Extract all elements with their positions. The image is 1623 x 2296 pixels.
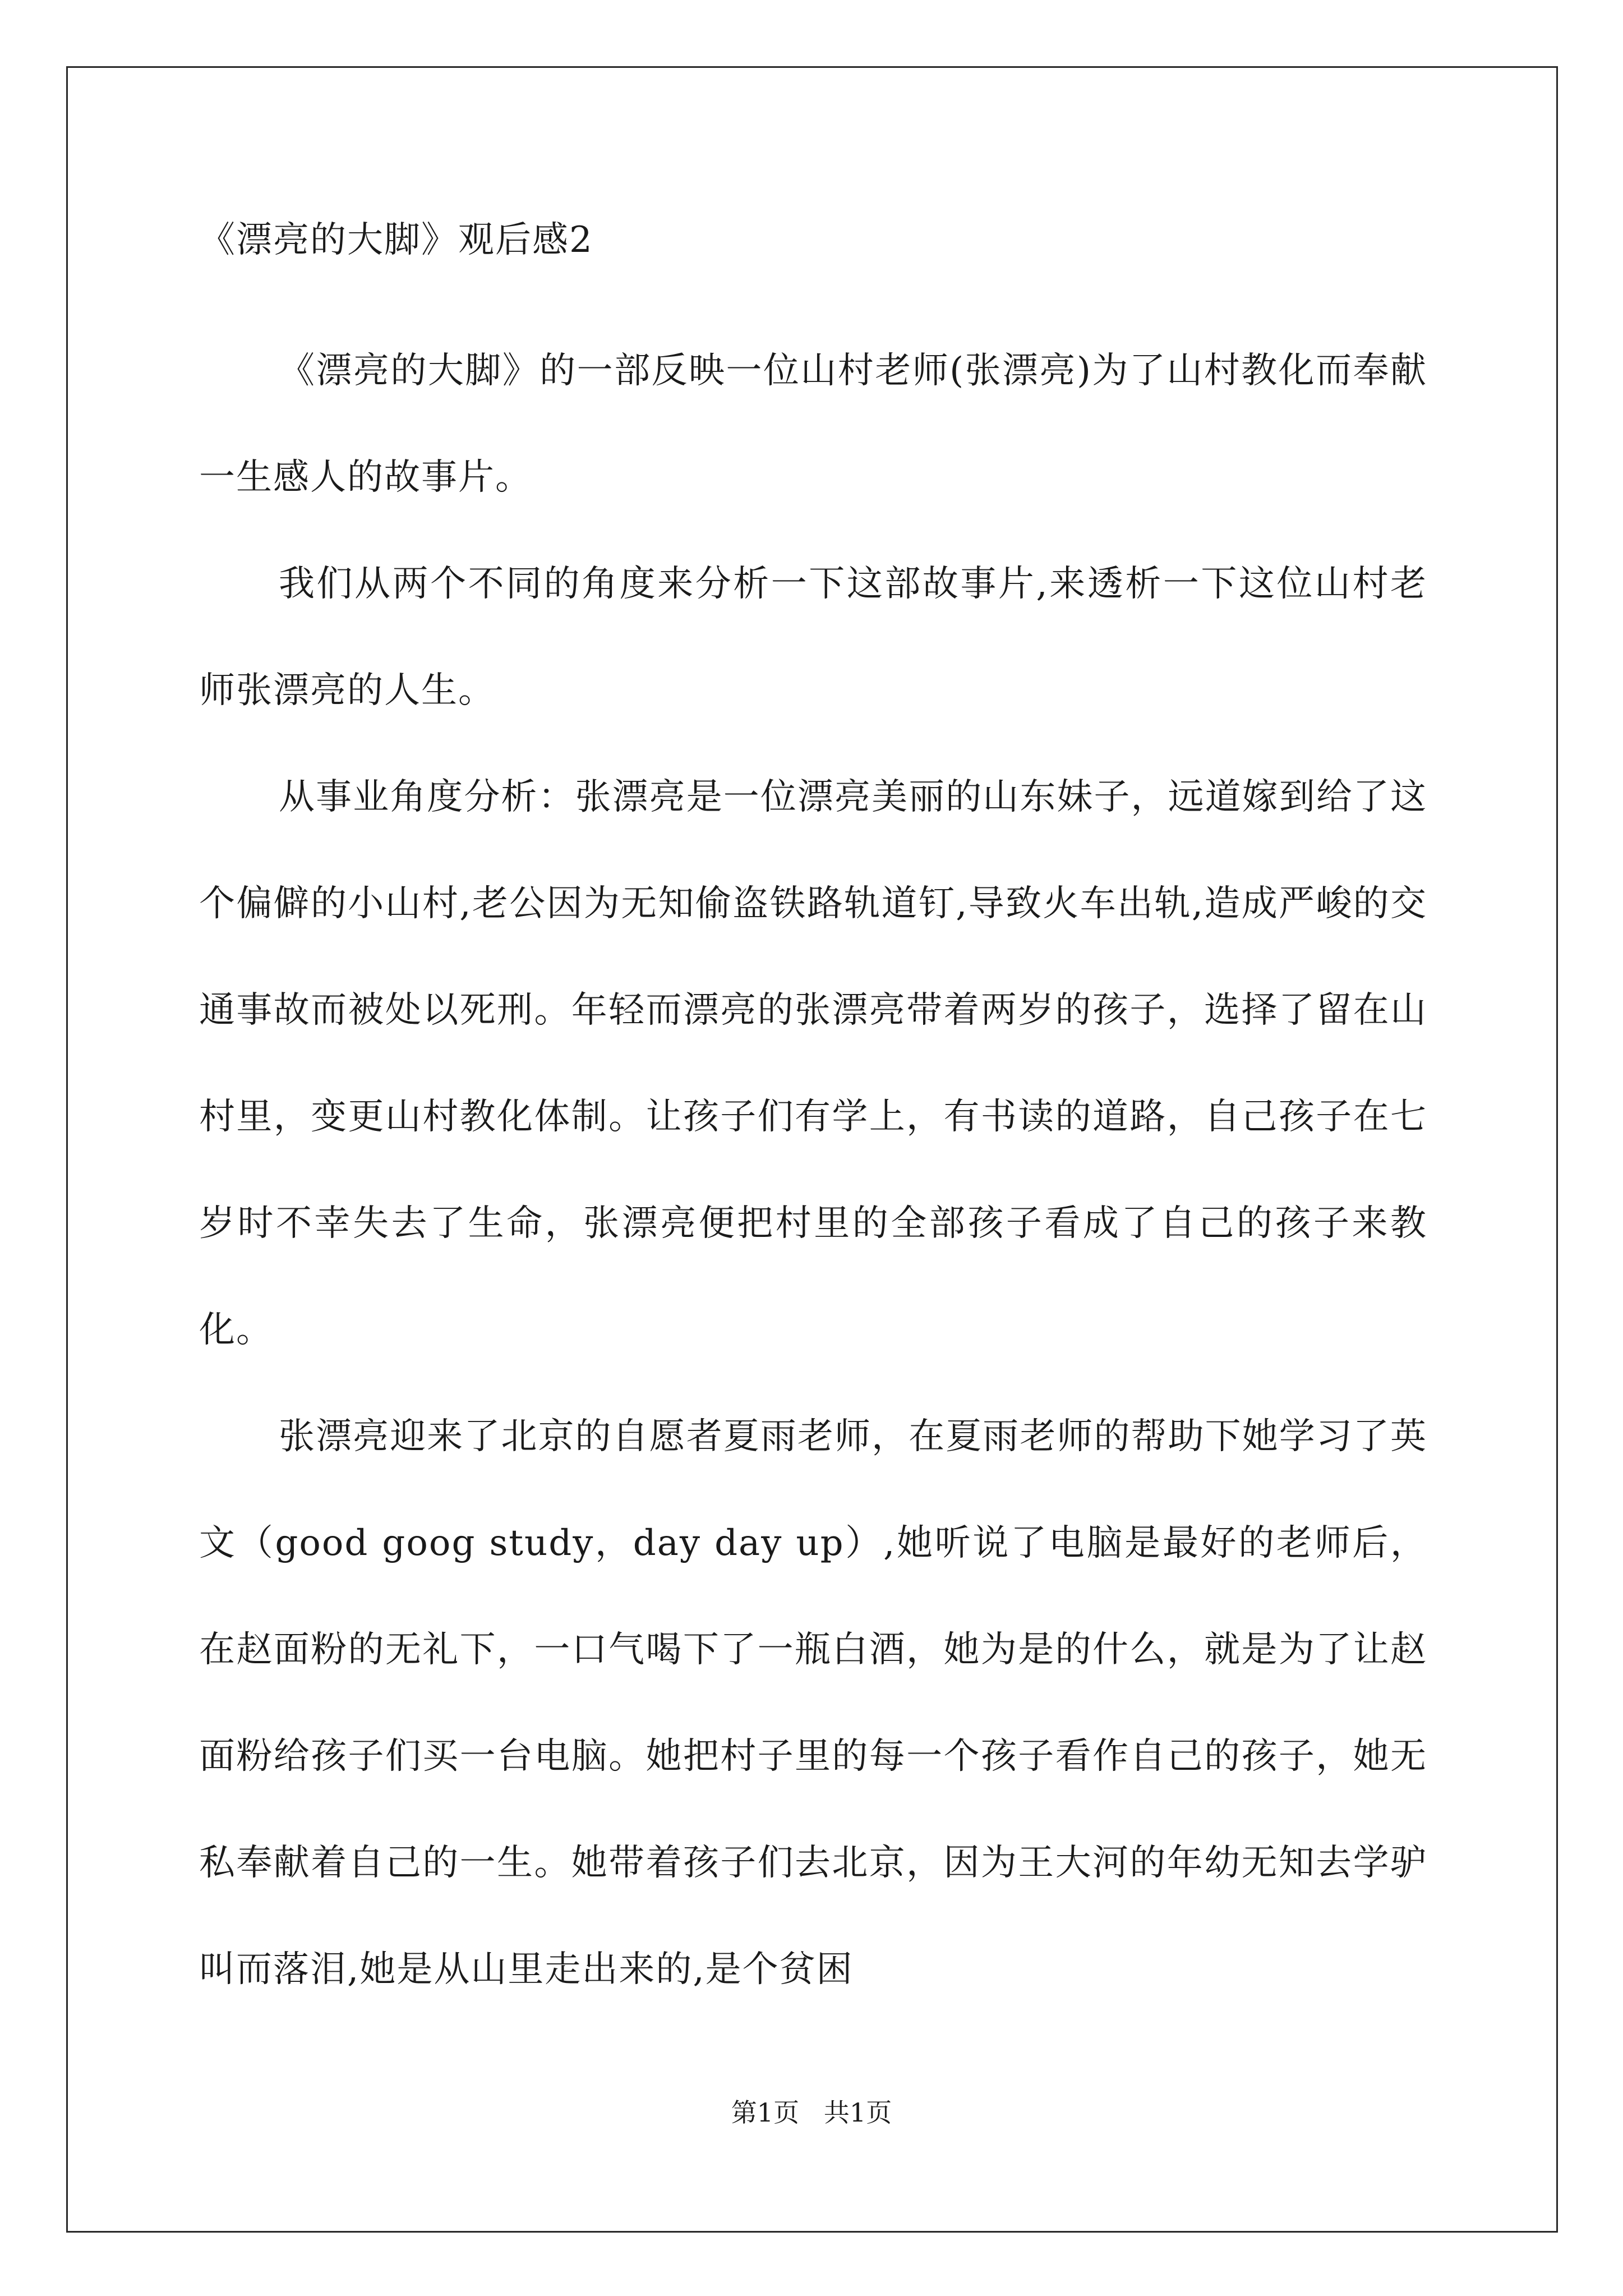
paragraph-4: 张漂亮迎来了北京的自愿者夏雨老师，在夏雨老师的帮助下她学习了英文（good goog study，day day up）,她听说了电脑是最好的老师后，在赵面粉的无礼下，一口气喝下了一瓶白酒，她为是的什么，就是为了让赵面粉给孩子们买一台电脑。她把村子里的每一个孩子看作自己的孩子，她无私奉献着自己的一生。她带着孩子们去北京，因为王大河的年幼无知去学驴叫而落泪,她是从山里走出来的,是个贫困 (199, 1416, 1427, 1990)
paragraph-2: 我们从两个不同的角度来分析一下这部故事片,来透析一下这位山村老师张漂亮的人生。 (199, 563, 1427, 711)
page-number-footer: 第1页 共1页 (731, 2097, 892, 2128)
document-title: 《漂亮的大脚》观后感2 (199, 219, 593, 261)
paragraph-1: 《漂亮的大脚》的一部反映一位山村老师(张漂亮)为了山村教化而奉献一生感人的故事片。 (199, 350, 1427, 498)
paragraph-3: 从事业角度分析：张漂亮是一位漂亮美丽的山东妹子，远道嫁到给了这个偏僻的小山村,老公因为无知偷盗铁路轨道钉,导致火车出轨,造成严峻的交通事故而被处以死刑。年轻而漂亮的张漂亮带着两岁的孩子，选择了留在山村里，变更山村教化体制。让孩子们有学上，有书读的道路，自己孩子在七岁时不幸失去了生命，张漂亮便把村里的全部孩子看成了自己的孩子来教化。 (199, 776, 1427, 1351)
document-body (199, 212, 1427, 2023)
